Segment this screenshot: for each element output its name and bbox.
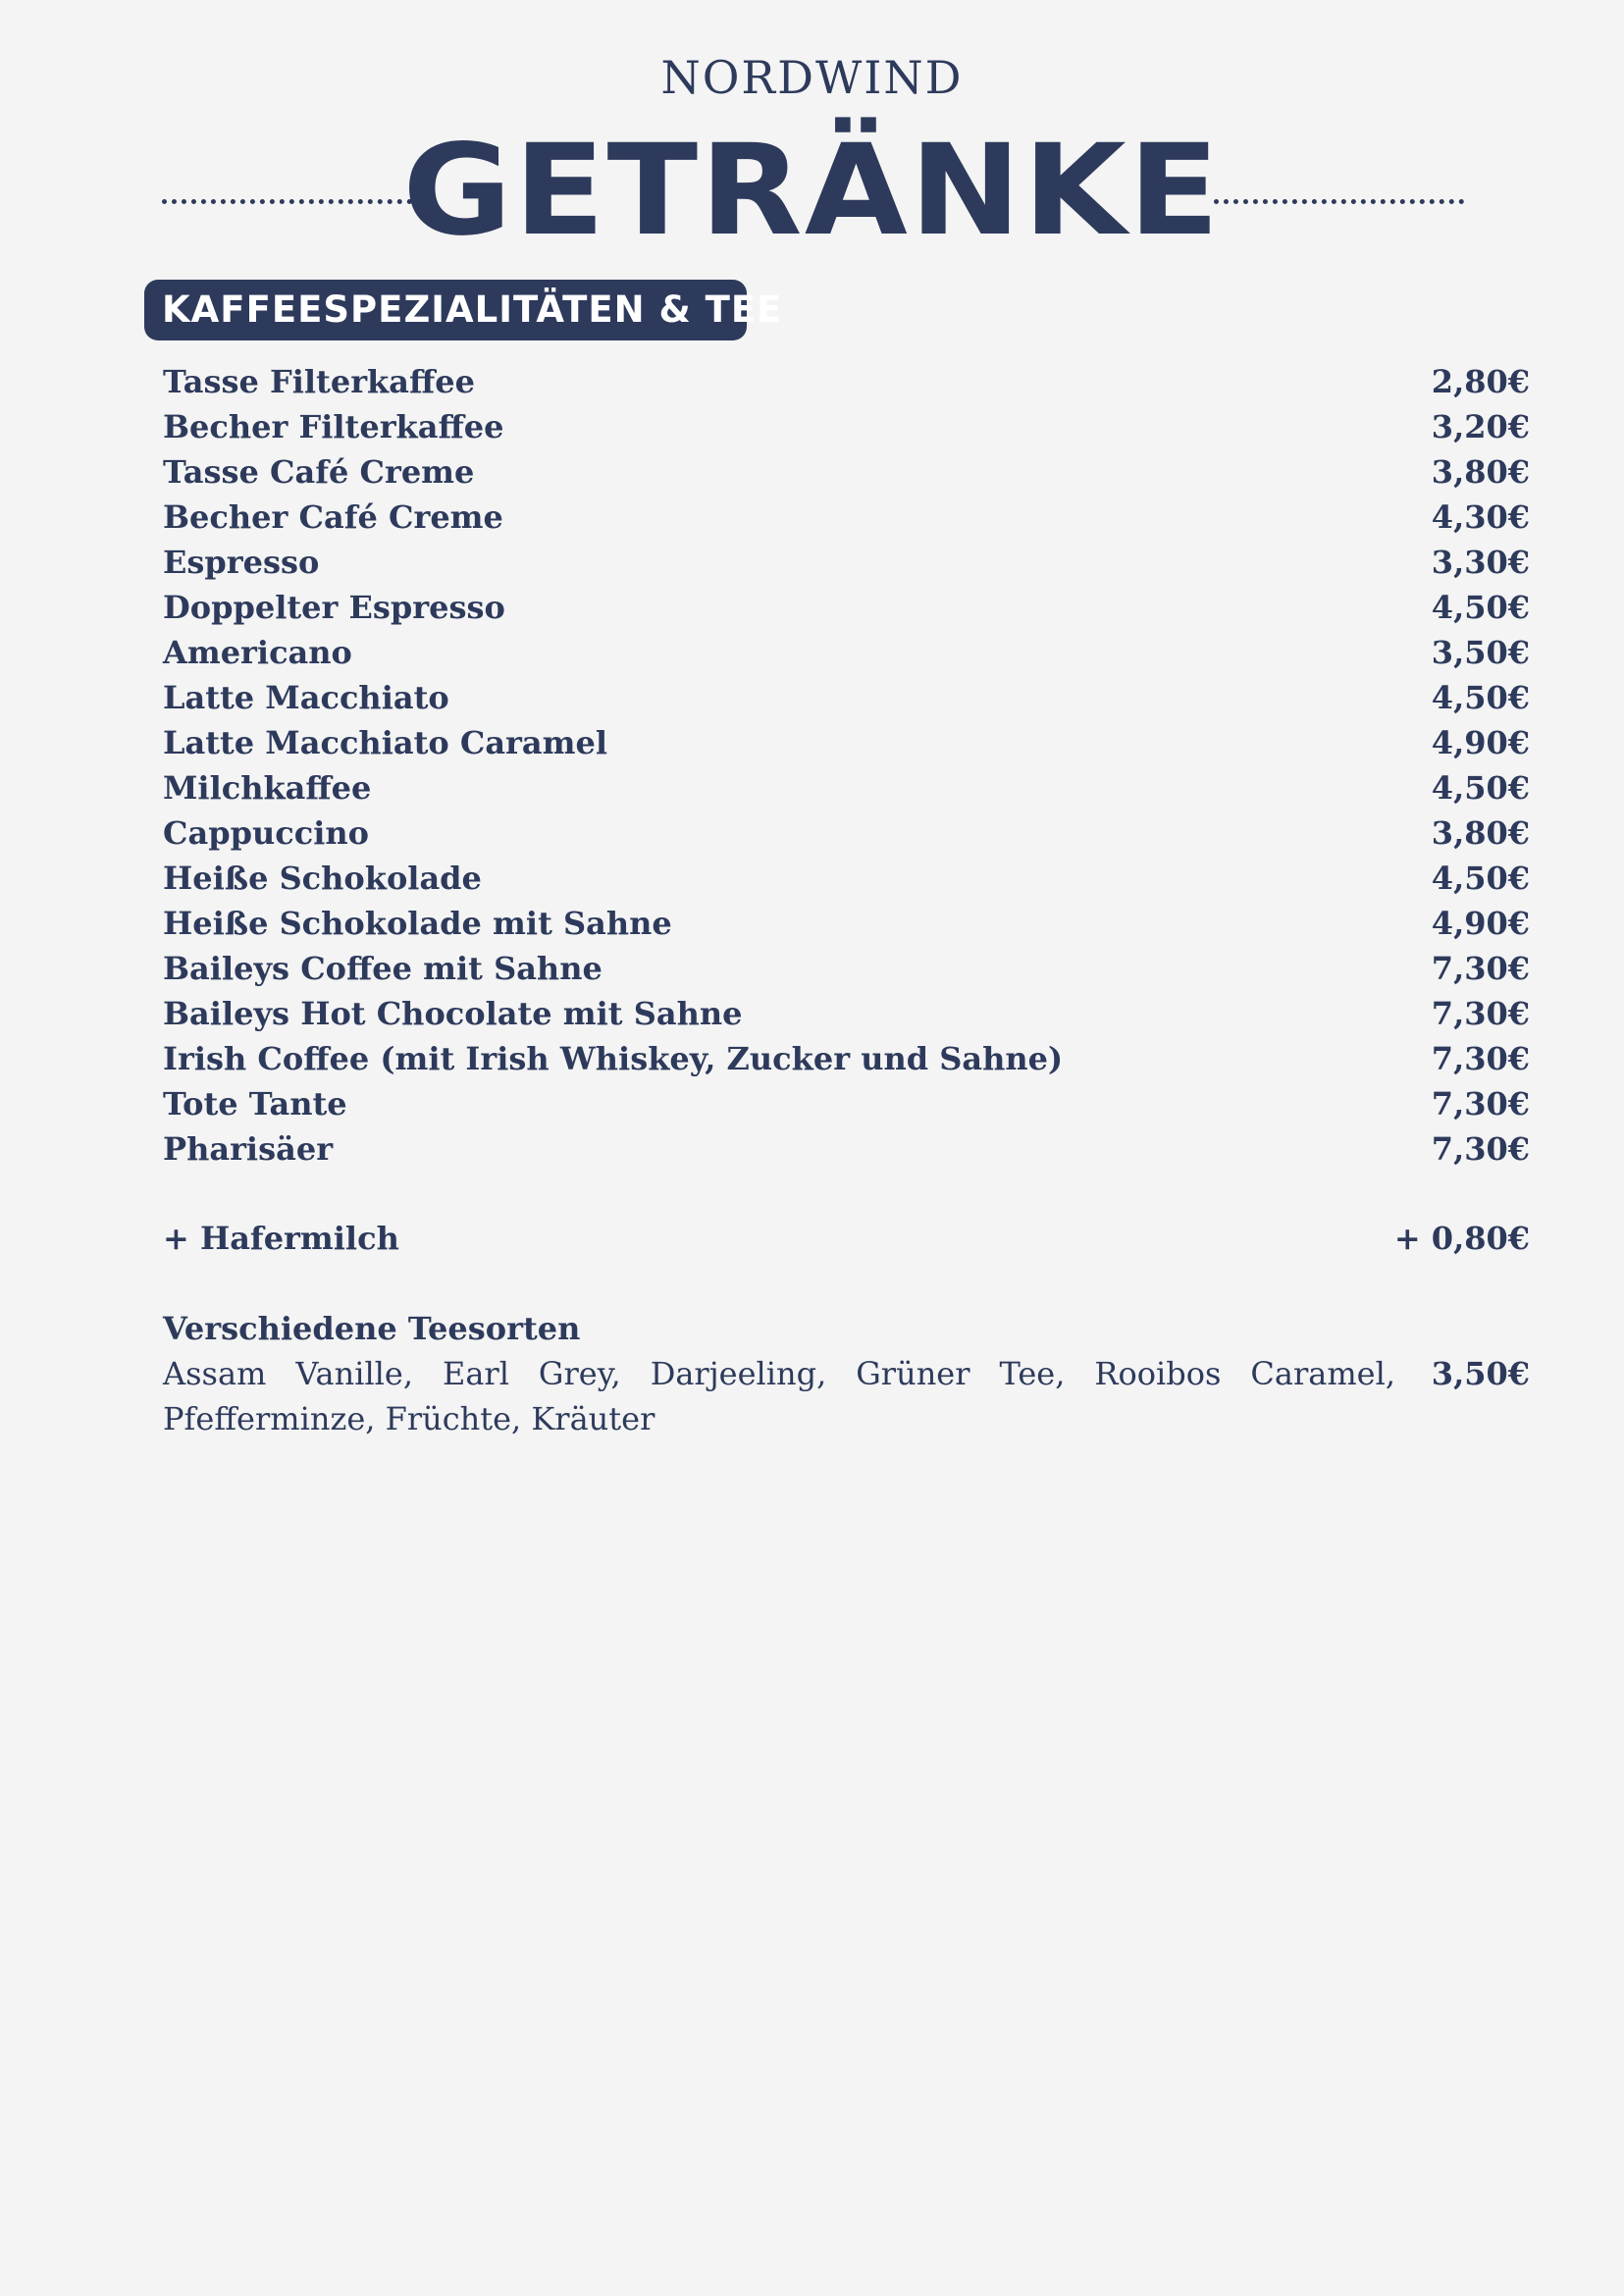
menu-item-name: Baileys Coffee mit Sahne [163, 950, 602, 987]
menu-item-name: Heiße Schokolade [163, 860, 482, 897]
dotted-divider-right [1214, 199, 1464, 204]
menu-item-price: 7,30€ [1431, 1085, 1530, 1122]
menu-item-price: 3,30€ [1431, 544, 1530, 581]
brand-name: NORDWIND [660, 51, 964, 104]
menu-item-name: Espresso [163, 544, 320, 581]
extra-option-row [163, 1216, 1530, 1261]
menu-item-price: 2,80€ [1431, 363, 1530, 400]
menu-item-name: Latte Macchiato [163, 679, 449, 716]
tea-description: Assam Vanille, Earl Grey, Darjeeling, Grüner Tee, Rooibos Caramel, Pfefferminze, Früchte, Kräuter [163, 1355, 1395, 1437]
menu-item [163, 404, 1530, 449]
menu-item-name: Cappuccino [163, 814, 369, 852]
menu-list [163, 359, 1530, 1172]
menu-item-name: Latte Macchiato Caramel [163, 724, 608, 761]
page-title: GETRÄNKE [402, 118, 1222, 264]
section-title-badge: KAFFEESPEZIALITÄTEN & TEE [144, 280, 747, 340]
menu-item-price: 4,90€ [1431, 724, 1530, 761]
tea-heading: Verschiedene Teesorten [163, 1310, 581, 1347]
menu-item-price: 7,30€ [1431, 995, 1530, 1032]
menu-item-price: 7,30€ [1431, 1040, 1530, 1077]
menu-item [163, 856, 1530, 901]
menu-item-name: Heiße Schokolade mit Sahne [163, 905, 672, 942]
menu-item-price: 3,80€ [1431, 814, 1530, 852]
menu-item-price: 3,20€ [1431, 408, 1530, 445]
menu-item-name: Tasse Café Creme [163, 453, 475, 491]
menu-item [163, 359, 1530, 404]
extra-option [163, 1216, 1530, 1261]
menu-item [163, 630, 1530, 675]
menu-item-name: Americano [163, 634, 352, 671]
menu-item [163, 1126, 1530, 1172]
extra-option-price: + 0,80€ [1393, 1220, 1530, 1257]
menu-item [163, 585, 1530, 630]
menu-item-price: 3,50€ [1431, 634, 1530, 671]
menu-item [163, 1081, 1530, 1126]
menu-item-price: 4,90€ [1431, 905, 1530, 942]
extra-option-name: + Hafermilch [163, 1220, 399, 1257]
menu-item-name: Becher Filterkaffee [163, 408, 504, 445]
menu-item-price: 7,30€ [1431, 1130, 1530, 1168]
menu-item-price: 4,30€ [1431, 498, 1530, 536]
menu-item [163, 540, 1530, 585]
menu-item [163, 495, 1530, 540]
menu-item-name: Doppelter Espresso [163, 589, 505, 626]
menu-item-name: Tasse Filterkaffee [163, 363, 475, 400]
menu-item [163, 901, 1530, 946]
menu-item-name: Tote Tante [163, 1085, 347, 1122]
menu-item [163, 810, 1530, 856]
menu-item [163, 449, 1530, 495]
menu-item [163, 991, 1530, 1036]
tea-price: 3,50€ [1431, 1355, 1530, 1392]
menu-item-name: Baileys Hot Chocolate mit Sahne [163, 995, 743, 1032]
menu-item [163, 1036, 1530, 1081]
menu-item [163, 765, 1530, 810]
menu-item-price: 4,50€ [1431, 679, 1530, 716]
menu-item-price: 4,50€ [1431, 860, 1530, 897]
menu-item [163, 946, 1530, 991]
menu-item-name: Milchkaffee [163, 769, 372, 807]
menu-item [163, 675, 1530, 720]
menu-item-name: Irish Coffee (mit Irish Whiskey, Zucker und Sahne) [163, 1040, 1064, 1077]
menu-item-name: Pharisäer [163, 1130, 334, 1168]
menu-item-price: 7,30€ [1431, 950, 1530, 987]
menu-item-price: 4,50€ [1431, 769, 1530, 807]
menu-item-name: Becher Café Creme [163, 498, 503, 536]
menu-item-price: 4,50€ [1431, 589, 1530, 626]
menu-item [163, 720, 1530, 765]
menu-item-price: 3,80€ [1431, 453, 1530, 491]
